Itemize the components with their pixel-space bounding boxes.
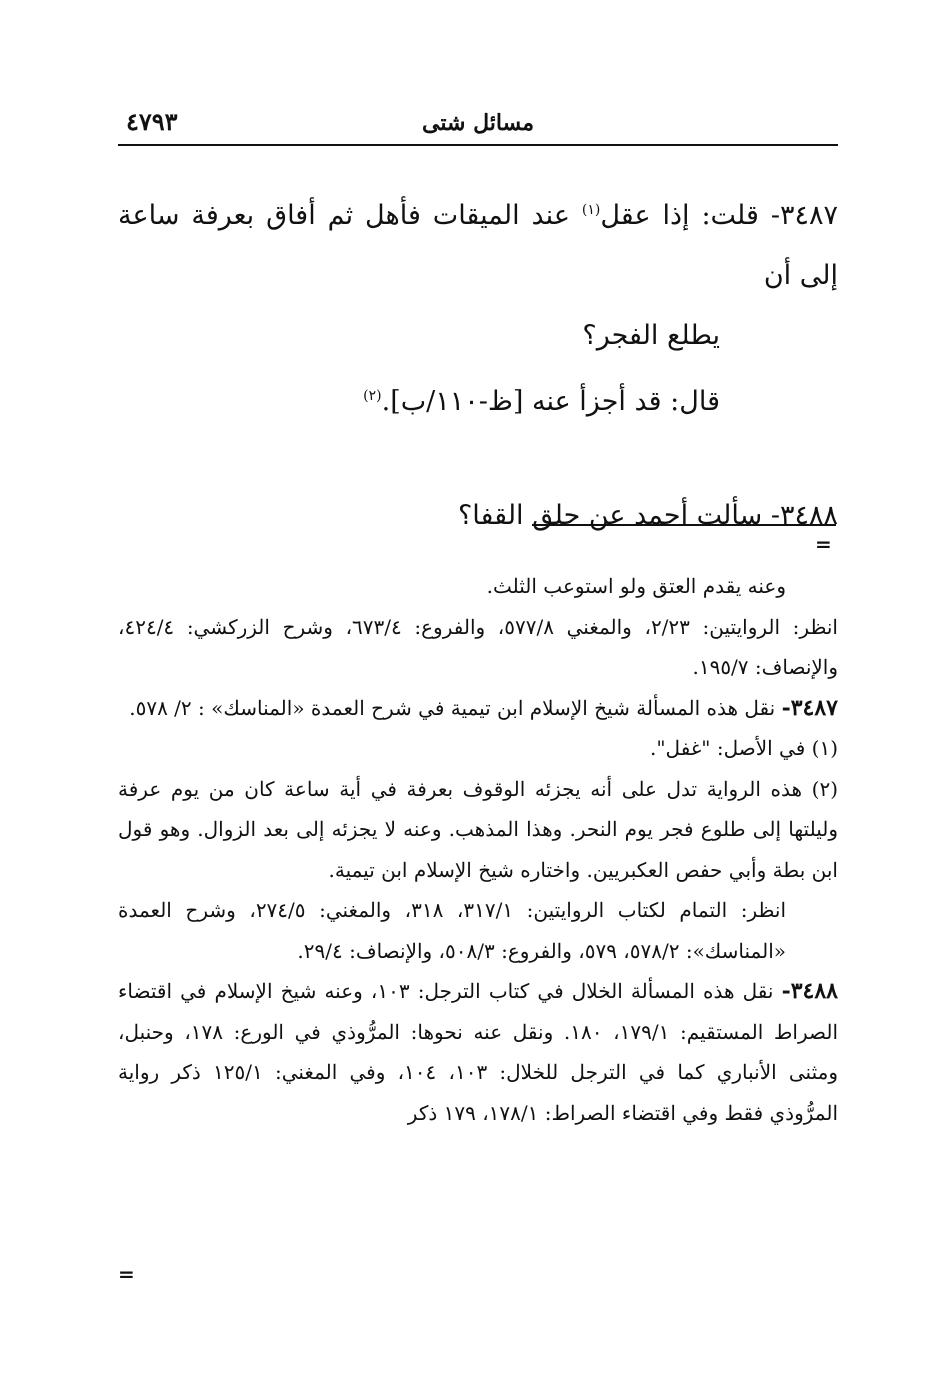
question-3488: [118, 486, 838, 546]
note-text: نقل هذه المسألة شيخ الإسلام ابن تيمية في شرح العمدة «المناسك» : ٢/ ٥٧٨.: [129, 695, 776, 720]
footnote-ref: (٢): [363, 388, 382, 404]
question-text: سألت أحمد عن حلق القفا؟: [457, 500, 763, 531]
footnote-number: (٢): [811, 776, 839, 801]
footnote-ref: (١): [581, 202, 601, 218]
chapter-title: مسائل شتى: [422, 110, 534, 136]
question-text-line2: يطلع الفجر؟: [582, 320, 720, 351]
continuation-mark: =: [815, 532, 832, 556]
footnote-text: هذه الرواية تدل على أنه يجزئه الوقوف بعرفة في أية ساعة كان من يوم عرفة وليلتها إلى طلوع فجر يوم النحر. وهذا المذهب. وعنه لا يجزئه إلى بعد الزوال. وهو قول ابن بطة وأبي حفص العكبريين. واختاره شيخ الإسلام ابن تيمية.: [118, 776, 838, 882]
note-number: ٣٤٨٧-: [781, 694, 838, 721]
question-number: ٣٤٨٨-: [770, 500, 838, 531]
footnotes: [118, 566, 838, 1133]
note-3487: [118, 688, 838, 729]
question-number: ٣٤٨٧-: [770, 200, 838, 231]
answer-line: [118, 366, 838, 432]
question-text: قلت: إذا عقل: [600, 200, 759, 231]
footnote-carryover-refs: انظر: الروايتين: ٢/٢٣، والمغني ٥٧٧/٨، والفروع: ٦٧٣/٤، وشرح الزركشي: ٤٢٤/٤، والإنصاف: ١٩٥/٧.: [118, 614, 838, 679]
footnote-carryover: وعنه يقدم العتق ولو استوعب الثلث.: [486, 574, 786, 598]
question-text: عند الميقات فأهل ثم أفاق بعرفة ساعة إلى أن: [118, 200, 838, 291]
note-3488: [118, 971, 838, 1133]
continuation-mark: =: [118, 1262, 135, 1286]
answer-text: قال: قد أجزأ عنه [ظ-١١٠/ب].: [381, 386, 720, 417]
note-text: نقل هذه المسألة الخلال في كتاب الترجل: ١٠٣، وعنه شيخ الإسلام في اقتضاء الصراط المستقيم: ١٧٩/١، ١٨٠. ونقل عنه نحوها: المرُّوذي في الورع: ١٧٨، وحنبل، ومثنى الأنباري كما في الترجل للخلال: ١٠٣، ١٠٤، وفي المغني: ١٢٥/١ ذكر رواية المرُّوذي فقط وفي اقتضاء الصراط: ١٧٨/١، ١٧٩ ذكر: [118, 979, 839, 1125]
footnote-divider: [532, 524, 836, 526]
main-text: [118, 180, 838, 546]
page-number: ٤٧٩٣: [126, 107, 178, 136]
footnote-number: (١): [811, 736, 838, 760]
footnote-2-refs: انظر: التمام لكتاب الروايتين: ٣١٧/١، ٣١٨، والمغني: ٢٧٤/٥، وشرح العمدة «المناسك»: ٥٧٨/٢، ٥٧٩، والفروع: ٥٠٨/٣، والإنصاف: ٢٩/٤.: [118, 898, 787, 963]
footnote-2: [118, 769, 838, 891]
running-header: [118, 104, 838, 146]
note-number: ٣٤٨٨-: [781, 978, 838, 1004]
footnote-1: [118, 728, 838, 769]
footnote-text: في الأصل: "غفل".: [650, 736, 806, 760]
question-3487: [118, 180, 838, 432]
